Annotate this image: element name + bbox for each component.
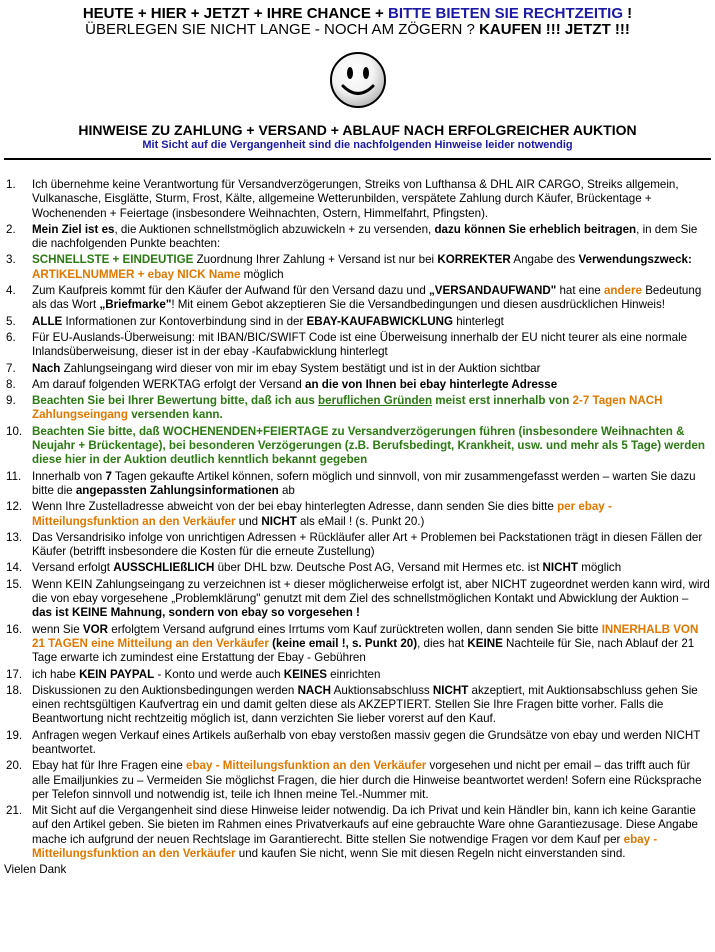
- note-item: [4, 561, 711, 575]
- note-text-run: Anfragen wegen Verkauf eines Artikels außerhalb von ebay verstoßen massiv gegen die Grundsätze von ebay und werden NICHT beantwortet.: [32, 728, 701, 756]
- note-text-run: 7: [105, 469, 112, 483]
- note-text-run: KEINES: [283, 667, 327, 681]
- note-text-run: 2-7 Tagen NACH Zahlungseingang: [32, 394, 663, 422]
- note-item: [4, 729, 711, 758]
- note-number: 16.: [6, 622, 23, 636]
- headline-word: HEUTE: [82, 5, 134, 22]
- note-item: [4, 394, 711, 423]
- note-text-run: ! Mit einem Gebot akzeptieren Sie die Versandbedingungen und diesen ausdrücklichen Hinweis!: [171, 298, 666, 312]
- note-text-run: erfolgtem Versand aufgrund eines Irrtums vom Kauf zurücktreten wollen, dann senden Sie bitte: [108, 622, 602, 636]
- note-text-run: und kaufen Sie nicht, wenn Sie mit diesen Regeln nicht einverstanden sind.: [235, 847, 626, 861]
- note-item: [4, 178, 711, 221]
- section-divider: [4, 158, 711, 160]
- headline-call-to-bid: BITTE BIETEN SIE RECHTZEITIG: [387, 5, 623, 22]
- note-number: 13.: [6, 530, 23, 544]
- note-text-run: vorgesehen und nicht per email – das trifft auch für alle Emailjunkies zu – Vermeiden Sie möglichst Fragen, die hier durch die Hinweise beantwortet werden! Sofern eine Rücksprache per Telefon sinnvoll und notwendig ist, teile ich Ihnen meine Tel.-Nummer mit.: [32, 759, 702, 801]
- note-item: [4, 578, 711, 621]
- note-number: 18.: [6, 683, 23, 697]
- note-item: [4, 315, 711, 329]
- note-text-run: Zum Kaufpreis kommt für den Käufer der Aufwand für den Versand dazu und: [32, 284, 429, 298]
- note-text-run: - Konto und werde auch: [154, 667, 284, 681]
- note-text-run: ich habe: [32, 667, 80, 681]
- note-text-run: Verwendungszweck:: [578, 253, 692, 267]
- note-text-run: und: [235, 514, 262, 528]
- note-text-run: angepassten Zahlungsinformationen: [75, 483, 279, 497]
- notes-list: [4, 178, 711, 861]
- note-text-run: , dies hat: [417, 636, 468, 650]
- note-number: 8.: [6, 377, 16, 391]
- headline-plus: +: [249, 5, 267, 22]
- note-text-run: hat eine: [556, 284, 604, 298]
- note-number: 21.: [6, 804, 23, 818]
- note-text-run: per ebay - Mitteilungsfunktion an den Verkäufer: [32, 500, 612, 528]
- note-text-run: ALLE: [32, 314, 63, 328]
- note-number: 14.: [6, 561, 23, 575]
- note-number: 15.: [6, 577, 23, 591]
- note-text-run: (keine email !, s. Punkt 20): [272, 636, 418, 650]
- note-number: 1.: [6, 178, 16, 191]
- note-text-run: einrichten: [326, 667, 381, 681]
- note-text-run: versenden kann.: [127, 408, 223, 422]
- note-text-run: möglich: [577, 561, 622, 575]
- note-text-run: das ist KEINE Mahnung, sondern von ebay so vorgesehen !: [32, 606, 360, 620]
- note-text-run: möglich: [240, 267, 284, 281]
- note-text-run: ebay - Mitteilungsfunktion an den Verkäufer: [186, 759, 427, 773]
- note-text-run: ARTIKELNUMMER + ebay NICK Name: [32, 267, 241, 281]
- note-text-run: Wenn KEIN Zahlungseingang zu verzeichnen ist + dieser möglicherweise erfolgt ist, aber NICHT zugeordnet werden kann wird, wird die von ebay vorgesehene „Problemklärung" genutzt mit dem Ziel des schnellstmöglichen Kontakt und Abwicklung der Auktion –: [32, 577, 710, 606]
- note-text-run: Nach: [32, 361, 61, 375]
- note-text-run: KORREKTER: [437, 253, 511, 267]
- note-text-run: Nachteile für Sie, nach Ablauf der 21 Tage erwarte ich zumindest eine Erstattung der Ebay - Gebühren: [32, 636, 695, 665]
- note-item: [4, 531, 711, 560]
- subheadline-buy-now: KAUFEN !!! JETZT !!!: [479, 21, 630, 38]
- note-number: 12.: [6, 500, 23, 514]
- note-text-run: Mit Sicht auf die Vergangenheit sind diese Hinweise leider notwendig. Da ich Privat und kein Händler bin, kann ich keine Garantie auf den Artikel geben. Sie bieten im Rahmen eines Privatverkaufs auf eine gebrauchte Ware ohne Garantiezusage. Diese Angabe mache ich aufgrund der neuen Rechtslage im Garantierecht. Bitte stellen Sie notwendige Fragen vor dem Kauf per: [32, 804, 698, 846]
- note-item: [4, 759, 711, 802]
- note-text-run: „VERSANDAUFWAND": [429, 284, 557, 298]
- headline-banner: [4, 6, 711, 22]
- note-text-run: als eMail ! (s. Punkt 20.): [296, 514, 425, 528]
- note-text-run: ebay - Mitteilungsfunktion an den Verkäufer: [32, 832, 658, 861]
- note-item: [4, 378, 711, 392]
- note-number: 2.: [6, 222, 16, 236]
- note-number: 6.: [6, 330, 16, 344]
- note-text-run: eine Mitteilung an den Verkäufer: [91, 636, 269, 650]
- note-item: [4, 362, 711, 376]
- note-number: 20.: [6, 759, 23, 773]
- note-number: 5.: [6, 314, 16, 328]
- headline-plus: +: [186, 5, 204, 22]
- note-text-run: AUSSCHLIEßLICH: [113, 561, 215, 575]
- note-text-run: VOR: [82, 622, 109, 636]
- note-item: [4, 425, 711, 468]
- note-text-run: Das Versandrisiko infolge von unrichtigen Adressen + Rückläufer aller Art + Problemen bei Packstationen trägt in diesen Fällen der Käufer (betrifft insbesondere die Kosten für die erneute Zustellung): [32, 530, 703, 559]
- headline-tail: !: [623, 5, 633, 22]
- note-item: [4, 223, 711, 252]
- note-text-run: KEINE: [467, 636, 503, 650]
- note-text-run: Am darauf folgenden WERKTAG erfolgt der Versand: [32, 377, 306, 391]
- note-text-run: NICHT: [261, 514, 297, 528]
- note-text-run: Ebay hat für Ihre Fragen eine: [32, 759, 187, 773]
- note-text-run: hinterlegt: [452, 314, 504, 328]
- note-item: [4, 284, 711, 313]
- closing-text: Vielen Dank: [4, 863, 67, 877]
- headline-plus: +: [133, 5, 151, 22]
- note-text-run: Beachten Sie bitte, daß WOCHENENDEN+FEIERTAGE zu Versandverzögerungen führen (insbesondere Weihnachten & Neujahr + Brückentage), bei besonderen Verzögerungen (z.B. Berufsbedingt, Krankheit, usw. und mehr als 5 Tage) werden diese hier in der Auktion deutlich kenntlich bekannt gegeben: [32, 424, 705, 467]
- note-text-run: , die Auktionen schnellstmöglich abzuwickeln + zu versenden,: [114, 222, 435, 236]
- note-text-run: „Briefmarke": [99, 298, 172, 312]
- note-item: [4, 253, 711, 282]
- smiley-face-icon: [328, 50, 388, 110]
- subheadline: [4, 22, 711, 38]
- note-text-run: an die von Ihnen bei ebay hinterlegte Adresse: [305, 377, 558, 391]
- note-number: 17.: [6, 667, 23, 681]
- note-text-run: SCHNELLSTE + EINDEUTIGE: [32, 253, 194, 267]
- headline-word: HIER: [150, 5, 187, 22]
- note-text-run: Versand erfolgt: [32, 561, 114, 575]
- note-number: 9.: [6, 394, 16, 408]
- note-number: 7.: [6, 361, 16, 375]
- note-text-run: Zuordnung Ihrer Zahlung + Versand ist nur bei: [193, 253, 438, 267]
- section-title: HINWEISE ZU ZAHLUNG + VERSAND + ABLAUF NACH ERFOLGREICHER AUKTION: [78, 122, 637, 138]
- note-text-run: Angabe des: [510, 253, 579, 267]
- note-item: [4, 470, 711, 499]
- note-text-run: , in dem Sie die nachfolgenden Punkte beachten:: [32, 222, 698, 251]
- note-text-run: EBAY-KAUFABWICKLUNG: [306, 314, 453, 328]
- note-text-run: meist erst innerhalb von: [432, 394, 573, 408]
- note-text-run: Mein Ziel ist es: [32, 222, 115, 236]
- listing-page: [0, 6, 715, 952]
- note-text-run: Bedeutung als das Wort: [32, 284, 702, 312]
- note-text-run: akzeptiert, mit Auktionsabschluss gehen Sie einen rechtsgültigen Kaufvertrag ein und damit gelten diese als AKZEPTIERT. Stellen Sie Ihre Fragen bitte vorher. Falls die Beantwortung nicht rechtzeitig möglich ist, dann verzichten Sie lieber vorerst auf den Kauf.: [32, 683, 698, 726]
- note-text-run: andere: [603, 284, 642, 298]
- note-text-run: Ich übernehme keine Verantwortung für Versandverzögerungen, Streiks von Lufthansa & DHL AIR CARGO, Streiks allgemein, Vulkanasche, Eisglätte, Sturm, Frost, Kälte, allgemeine Wetterunbilden, verspätete Zahlung durch Käufer, Brückentage + Wochenenden + Feiertage (insbesondere Weihnachten, Ostern, Himmelfahrt, Pfingsten).: [32, 178, 679, 220]
- note-text-run: Auktionsabschluss: [331, 683, 433, 697]
- note-number: 11.: [6, 469, 22, 483]
- subheadline-text: ÜBERLEGEN SIE NICHT LANGE - NOCH AM ZÖGERN ?: [85, 21, 480, 38]
- note-text-run: Informationen zur Kontoverbindung sind in der: [62, 314, 307, 328]
- note-item: [4, 500, 711, 529]
- note-text-run: Innerhalb von: [32, 469, 106, 483]
- note-item: [4, 623, 711, 666]
- note-text-run: INNERHALB VON 21 TAGEN: [32, 622, 699, 650]
- note-text-run: Diskussionen zu den Auktionsbedingungen werden: [32, 683, 298, 697]
- note-text-run: Zahlungseingang wird dieser von mir im ebay System bestätigt und ist in der Auktion sichtbar: [60, 361, 541, 375]
- section-subtitle: Mit Sicht auf die Vergangenheit sind die nachfolgenden Hinweise leider notwendig: [142, 139, 573, 151]
- note-text-run: ab: [278, 483, 295, 497]
- note-item: [4, 804, 711, 861]
- note-text-run: NICHT: [542, 561, 578, 575]
- note-text-run: Wenn Ihre Zustelladresse abweicht von der bei ebay hinterlegten Adresse, dann senden Sie dies bitte: [32, 500, 558, 514]
- note-text-run: Tagen gekaufte Artikel können, sofern möglich und sinnvoll, von mir zusammengefasst werden – warten Sie dazu bitte die: [32, 469, 696, 497]
- note-number: 3.: [6, 253, 16, 267]
- note-number: 10.: [6, 424, 23, 438]
- note-number: 4.: [6, 284, 16, 298]
- note-item: [4, 684, 711, 727]
- headline-plus: +: [370, 5, 388, 22]
- note-text-run: Beachten Sie bei Ihrer Bewertung bitte, daß ich aus: [32, 394, 319, 408]
- note-text-run: NACH: [297, 683, 332, 697]
- note-text-run: Für EU-Auslands-Überweisung: mit IBAN/BIC/SWIFT Code ist eine Überweisung innerhalb der EU nicht teurer als eine normale Inlandsüberweisung, dieser ist in der ebay -Kaufabwicklung hinterlegt: [32, 330, 688, 359]
- note-text-run: über DHL bzw. Deutsche Post AG, Versand mit Hermes etc. ist: [214, 561, 543, 575]
- note-text-run: KEIN PAYPAL: [79, 667, 155, 681]
- headline-word: IHRE CHANCE: [266, 5, 371, 22]
- note-text-run: dazu können Sie erheblich beitragen: [434, 222, 637, 236]
- note-number: 19.: [6, 728, 23, 742]
- note-text-run: wenn Sie: [32, 622, 83, 636]
- note-item: [4, 668, 711, 682]
- headline-word: JETZT: [203, 5, 250, 22]
- note-text-run: NICHT: [432, 683, 469, 697]
- note-text-run: beruflichen Gründen: [318, 394, 433, 408]
- note-item: [4, 331, 711, 360]
